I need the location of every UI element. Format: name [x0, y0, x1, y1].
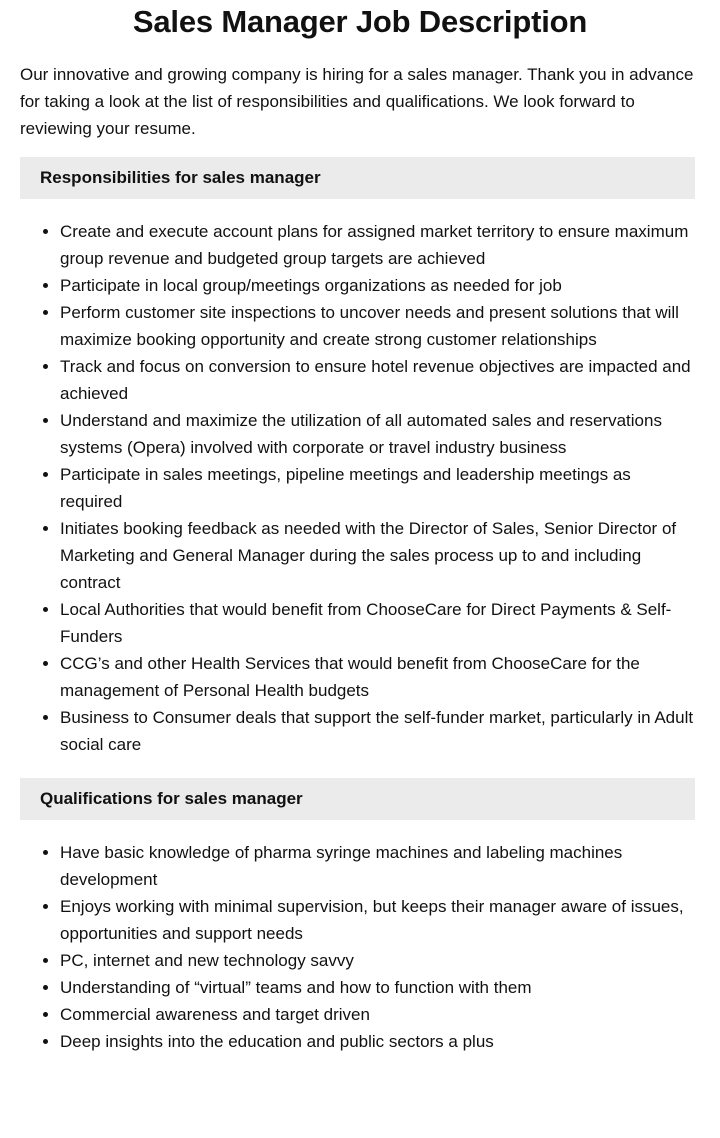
- list-item: • Perform customer site inspections to uncover needs and present solutions that will maximize booking opportunity and create strong customer relationships: [60, 299, 695, 353]
- list-item: • Local Authorities that would benefit from ChooseCare for Direct Payments & Self-Funders: [60, 596, 695, 650]
- responsibilities-list: [20, 218, 695, 758]
- list-item: • Enjoys working with minimal supervision, but keeps their manager aware of issues, opportunities and support needs: [60, 893, 695, 947]
- list-item: • Participate in sales meetings, pipeline meetings and leadership meetings as required: [60, 461, 695, 515]
- list-item: • Participate in local group/meetings organizations as needed for job: [60, 272, 695, 299]
- list-item: • Business to Consumer deals that support the self-funder market, particularly in Adult social care: [60, 704, 695, 758]
- qualifications-list: [20, 839, 695, 1055]
- page-title: Sales Manager Job Description: [132, 4, 588, 39]
- list-item: • Understand and maximize the utilization of all automated sales and reservations systems (Opera) involved with corporate or travel industry business: [60, 407, 695, 461]
- responsibilities-heading: Responsibilities for sales manager: [20, 157, 695, 199]
- intro-paragraph: Our innovative and growing company is hiring for a sales manager. Thank you in advance for taking a look at the list of responsibilities and qualifications. We look forward to reviewing your resume.: [20, 65, 694, 138]
- list-item: • Track and focus on conversion to ensure hotel revenue objectives are impacted and achieved: [60, 353, 695, 407]
- list-item: • PC, internet and new technology savvy: [60, 947, 695, 974]
- qualifications-heading: Qualifications for sales manager: [20, 778, 695, 820]
- list-item: • Have basic knowledge of pharma syringe machines and labeling machines development: [60, 839, 695, 893]
- list-item: • Commercial awareness and target driven: [60, 1001, 695, 1028]
- list-item: • Initiates booking feedback as needed with the Director of Sales, Senior Director of Marketing and General Manager during the sales process up to and including contract: [60, 515, 695, 596]
- list-item: • Understanding of “virtual” teams and how to function with them: [60, 974, 695, 1001]
- list-item: • Deep insights into the education and public sectors a plus: [60, 1028, 695, 1055]
- list-item: • Create and execute account plans for assigned market territory to ensure maximum group revenue and budgeted group targets are achieved: [60, 218, 695, 272]
- list-item: • CCG’s and other Health Services that would benefit from ChooseCare for the management of Personal Health budgets: [60, 650, 695, 704]
